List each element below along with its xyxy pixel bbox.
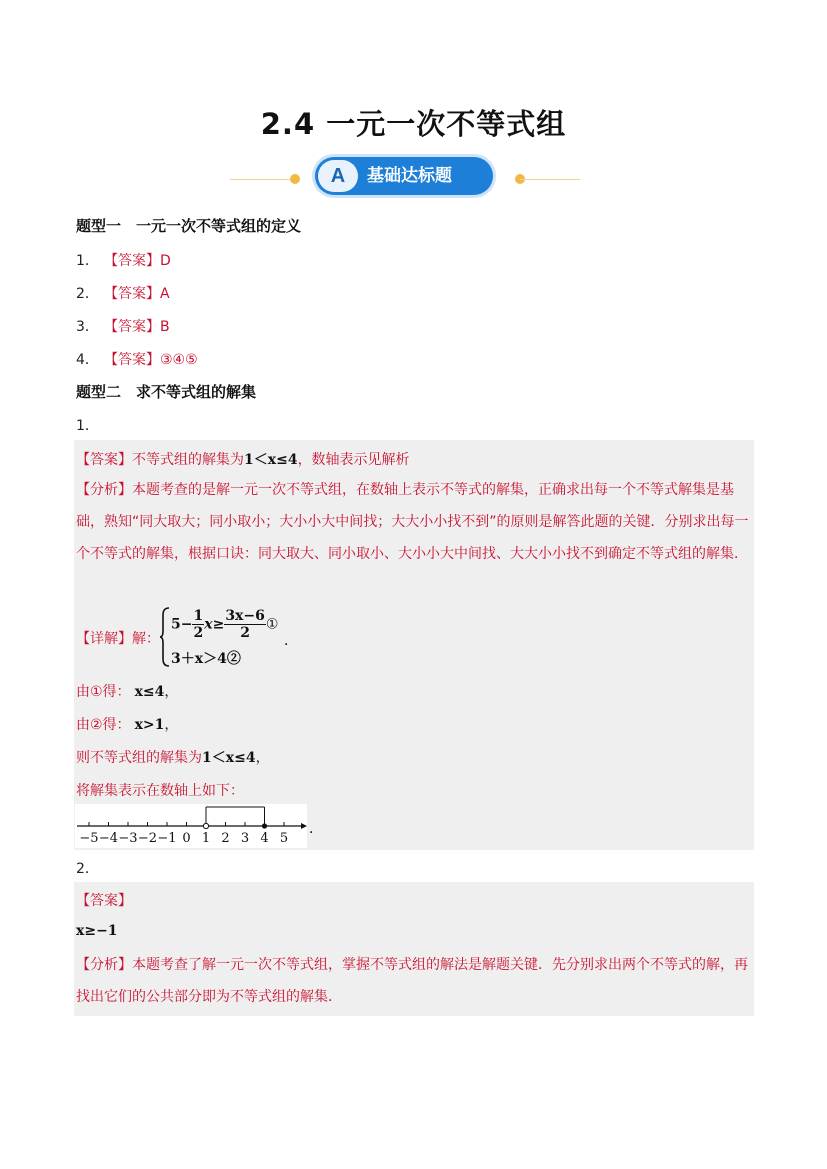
step-math: x≤4 — [134, 684, 165, 700]
banner-line-right — [520, 179, 580, 180]
answer-value: D — [160, 253, 171, 269]
answer-tag: 【答案】 — [104, 319, 160, 335]
section1-heading: 题型一 一元一次不等式组的定义 — [76, 217, 302, 235]
step-label: 由①得： — [76, 684, 131, 700]
axis-tick-label: 1 — [201, 831, 211, 846]
answer-math: 1＜x≤4 — [244, 452, 298, 468]
q1-step-1 — [76, 681, 178, 701]
step-end: ， — [164, 717, 179, 733]
number-line-figure — [75, 804, 307, 848]
axis-tick-label: 0 — [182, 831, 191, 846]
axis-tick-label: −5 — [79, 831, 99, 846]
section1-item-2 — [76, 283, 170, 303]
answer-value: ③④⑤ — [160, 352, 198, 368]
page-title: 2.4 一元一次不等式组 — [260, 107, 567, 141]
banner-line-left — [230, 179, 290, 180]
banner-pill — [315, 157, 493, 195]
item-number: 3． — [76, 319, 99, 335]
section1-item-1 — [76, 250, 171, 270]
analysis-text: 本题考查的是解一元一次不等式组，在数轴上表示不等式的解集，正确求出每一个不等式解集是基础，熟知“同大取大；同小取小；大小小大中间找；大大小小找不到”的原则是解答此题的关键．分别求出每一个不等式的解集，根据口诀：同大取大、同小取小、大小小大中间找、大大小小找不到确定不等式组的解集． — [76, 482, 749, 562]
axis-tick-label: 4 — [260, 831, 269, 846]
axis-tick-label: −2 — [137, 831, 158, 846]
axis-tick-label: 5 — [279, 831, 289, 846]
step-math: x>1 — [134, 717, 165, 733]
answer-value: B — [160, 319, 170, 335]
frac-denominator: 2 — [193, 625, 204, 641]
answer-value: A — [160, 286, 170, 302]
step-label: 由②得： — [76, 717, 131, 733]
system-brace — [160, 607, 170, 667]
system-end: ． — [284, 633, 298, 649]
analysis-text: 本题考查了解一元一次不等式组，掌握不等式组的解法是解题关键．先分别求出两个不等式的解，再找出它们的公共部分即为不等式组的解集． — [76, 957, 748, 1005]
q1-step-4: 将解集表示在数轴上如下： — [76, 783, 244, 799]
axis-tick-label: 3 — [240, 831, 250, 846]
q1-step-2 — [76, 714, 178, 734]
axis-tick-label: −3 — [118, 831, 138, 846]
banner-label: 基础达标题 — [367, 166, 452, 186]
frac-numerator: 1 — [193, 608, 204, 624]
step-end: ， — [164, 684, 179, 700]
item-number: 4． — [76, 352, 99, 368]
detail-tag: 【详解】 — [76, 631, 132, 647]
q1-step-3 — [76, 747, 270, 767]
detail-lead: 解： — [132, 631, 160, 647]
q2-analysis — [76, 949, 754, 1013]
q1-answer — [76, 449, 410, 469]
answer-tag: 【答案】 — [104, 253, 160, 269]
item-number: 1． — [76, 253, 99, 269]
item-number: 2． — [76, 286, 99, 302]
q1-number: 1． — [76, 418, 99, 434]
banner-badge: A — [318, 160, 358, 192]
answer-tail: ，数轴表示见解析 — [297, 452, 410, 468]
section2-heading: 题型二 求不等式组的解集 — [76, 383, 257, 401]
frac-numerator: 3x−6 — [225, 608, 265, 624]
answer-tag: 【答案】 — [104, 286, 160, 302]
q2-answer-math: x≥−1 — [76, 923, 118, 939]
answer-text: 不等式组的解集为 — [132, 452, 244, 468]
analysis-tag: 【分析】 — [76, 957, 132, 973]
sys-part-c: ① — [265, 616, 279, 633]
frac-denominator: 2 — [240, 625, 250, 641]
fraction-3x-6 — [224, 608, 266, 641]
q2-answer-tag: 【答案】 — [76, 893, 132, 909]
open-point-1 — [203, 823, 208, 828]
axis-tick-label: −1 — [157, 831, 177, 846]
q1-detail-lead — [76, 628, 160, 648]
step-end: ， — [255, 750, 270, 766]
axis-tick-label: 2 — [221, 831, 230, 846]
analysis-tag: 【分析】 — [76, 482, 132, 498]
q2-number: 2． — [76, 861, 99, 877]
number-line-svg — [75, 804, 307, 848]
axis-arrow — [301, 823, 307, 829]
step-math: 1＜x≤4 — [202, 750, 256, 766]
step-label: 则不等式组的解集为 — [76, 750, 202, 766]
system-line-1 — [171, 608, 278, 641]
answer-tag: 【答案】 — [76, 452, 132, 468]
axis-tick-label: −4 — [98, 831, 119, 846]
number-line-end: ． — [309, 821, 323, 837]
sys-part-a: 5− — [171, 616, 193, 633]
banner-dot-left — [290, 174, 300, 184]
fraction-half — [192, 608, 204, 641]
system-line-2: 3＋x＞4② — [171, 651, 241, 667]
q1-analysis — [76, 474, 754, 570]
section1-item-4 — [76, 349, 198, 369]
closed-point-4 — [262, 823, 267, 828]
section1-item-3 — [76, 316, 170, 336]
section-banner — [230, 155, 590, 199]
answer-tag: 【答案】 — [104, 352, 160, 368]
sys-part-b: x≥ — [204, 616, 225, 633]
